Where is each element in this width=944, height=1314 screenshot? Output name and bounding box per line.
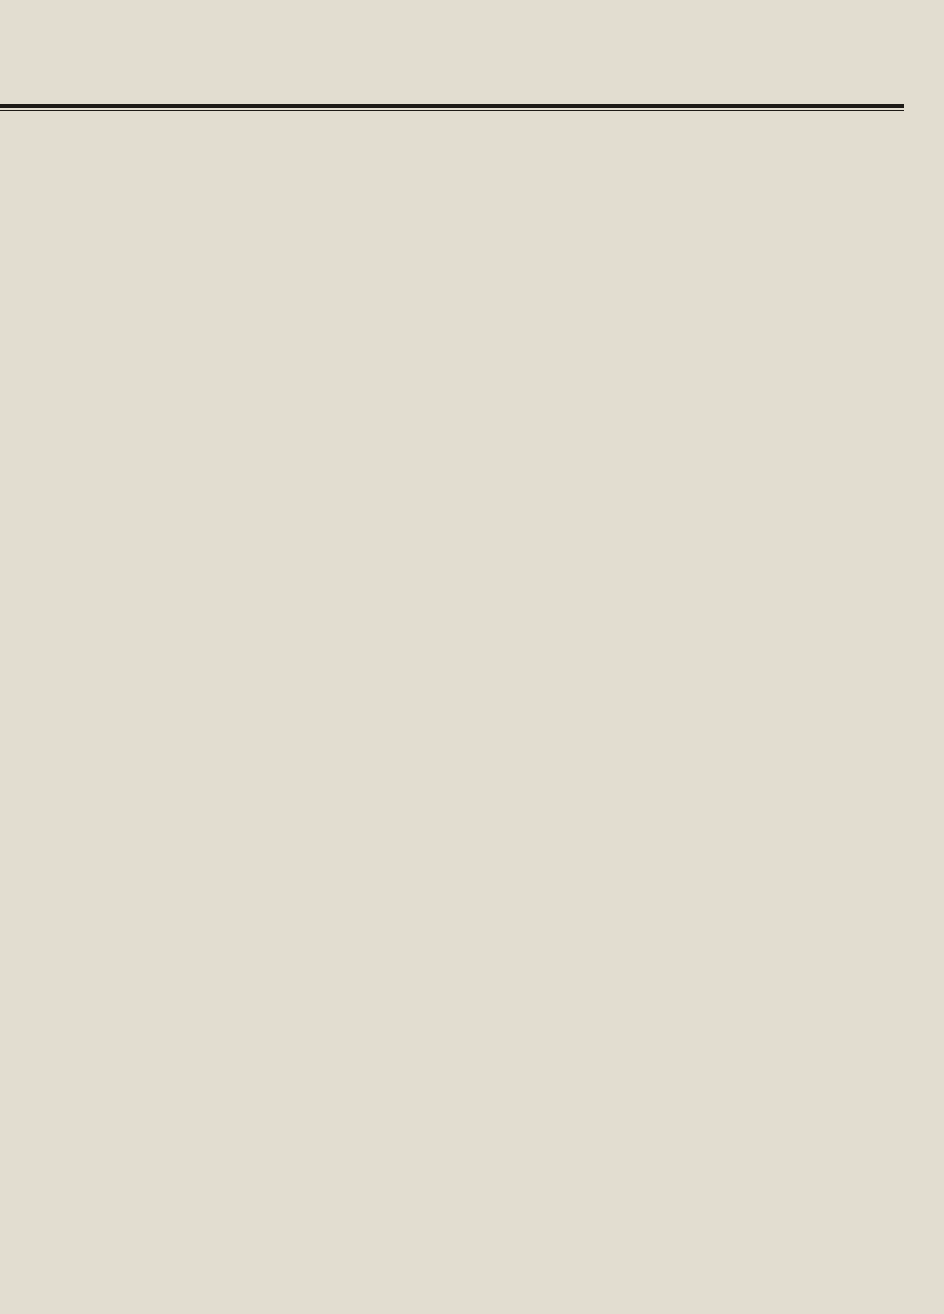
header-col-45 [490, 178, 504, 263]
header-col-49 [656, 160, 670, 263]
header-col-33 [106, 163, 120, 263]
header-col-35 [164, 118, 178, 263]
header-col-52 [770, 160, 784, 263]
header-col-55 [864, 176, 878, 263]
header-col-31 [52, 163, 66, 263]
header-col-40 [320, 150, 346, 263]
header-col-42 [390, 150, 404, 263]
header-col-54 [828, 176, 854, 263]
top-rule-thin [0, 110, 904, 111]
header-col-48 [612, 160, 626, 263]
header-col-47 [570, 160, 584, 263]
header-col-32 [78, 163, 92, 263]
header-col-36 [190, 118, 204, 263]
header-col-30 [26, 163, 40, 263]
header-col-46 [522, 178, 548, 263]
header-col-38 [256, 150, 282, 263]
header-col-37 [214, 118, 236, 263]
header-col-34 [136, 163, 150, 263]
header-col-29 [4, 163, 18, 263]
header-col-53 [798, 155, 824, 263]
top-rule [0, 104, 904, 108]
header-col-51 [742, 160, 756, 263]
header-col-44 [440, 178, 466, 263]
header-col-50 [700, 160, 714, 263]
